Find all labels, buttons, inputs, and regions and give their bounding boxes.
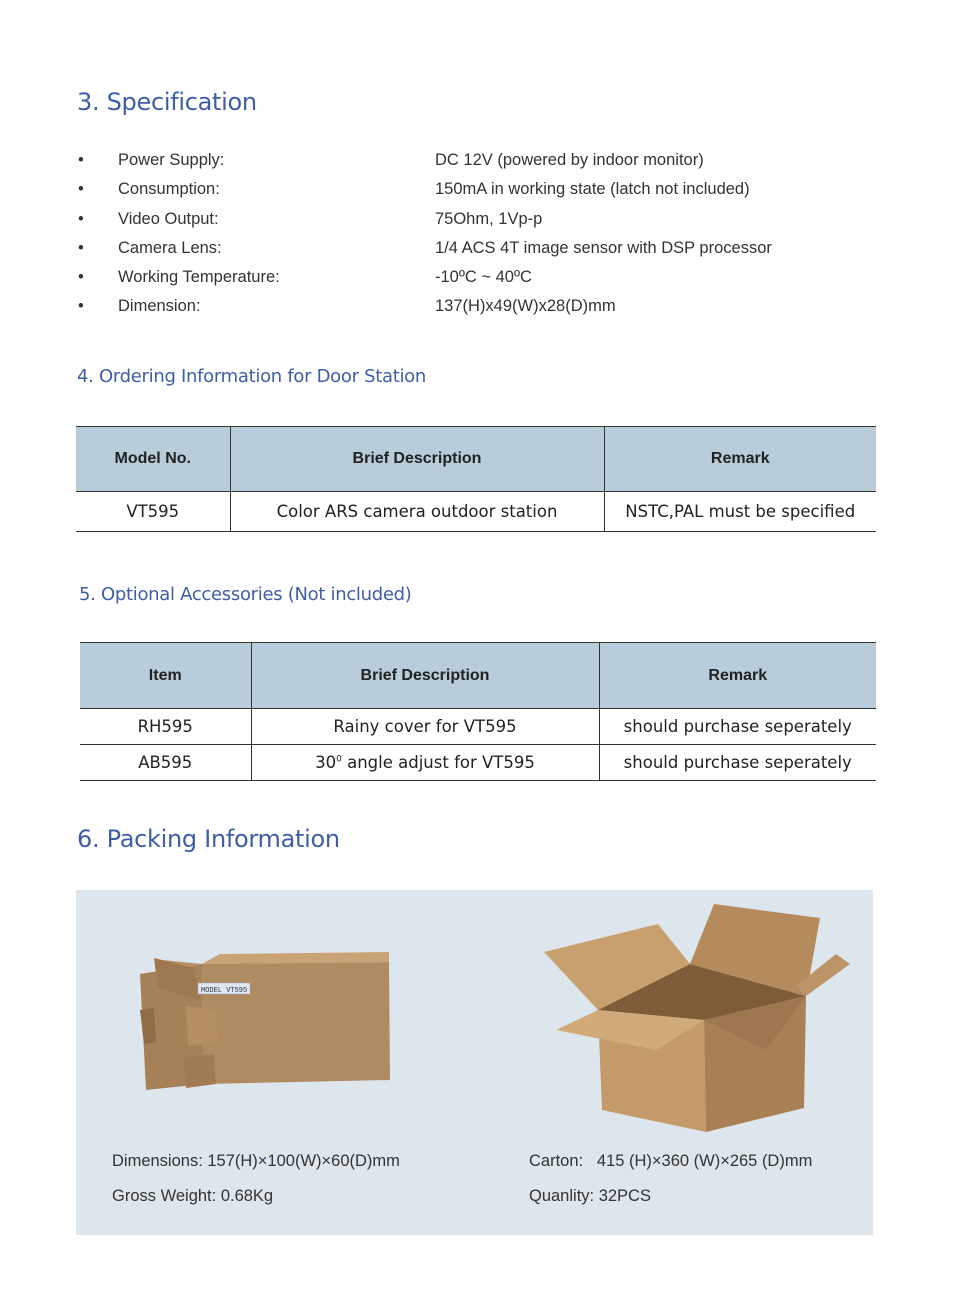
cell-description: Rainy cover for VT595 [251, 709, 599, 745]
carton-dimensions: Carton: 415 (H)×360 (W)×265 (D)mm [529, 1152, 813, 1170]
degree-superscript: 0 [336, 754, 342, 765]
section-title-accessories: 5. Optional Accessories (Not included) [79, 584, 412, 605]
spec-value: -10ºC ~ 40ºC [435, 268, 532, 287]
section-title-specification: 3. Specification [77, 88, 257, 116]
shipping-carton-image [536, 898, 856, 1138]
spec-list [78, 146, 858, 322]
bullet: • [78, 180, 84, 199]
section-title-ordering: 4. Ordering Information for Door Station [77, 366, 426, 387]
angle-text: angle adjust for VT595 [341, 753, 535, 772]
product-box-weight: Gross Weight: 0.68Kg [112, 1187, 274, 1205]
column-header-remark: Remark [604, 427, 876, 492]
cell-item: AB595 [138, 753, 193, 772]
cell-model: VT595 [126, 502, 180, 521]
packing-panel [76, 890, 873, 1235]
spec-label: Video Output: [118, 209, 219, 228]
table-header-row [76, 427, 876, 492]
spec-value: 75Ohm, 1Vp-p [435, 209, 543, 228]
spec-row-temperature [78, 263, 858, 292]
carton-quantity: Quanlity: 32PCS [529, 1187, 651, 1205]
bullet: • [78, 151, 84, 169]
bullet: • [78, 238, 84, 257]
spec-value: 1/4 ACS 4T image sensor with DSP processor [435, 238, 772, 257]
table-header-row [80, 643, 876, 709]
spec-value: 150mA in working state (latch not included) [435, 180, 750, 199]
cell-remark: should purchase seperately [599, 709, 876, 745]
spec-label: Power Supply: [118, 151, 225, 169]
spec-row-consumption [78, 175, 858, 204]
cell-remark: NSTC,PAL must be specified [604, 492, 876, 532]
spec-value: DC 12V (powered by indoor monitor) [435, 151, 704, 169]
cell-item: RH595 [137, 717, 193, 736]
column-header-remark: Remark [599, 643, 876, 709]
spec-row-video-output [78, 205, 858, 234]
cell-description [251, 745, 599, 781]
spec-label: Working Temperature: [118, 268, 280, 287]
ordering-table [76, 426, 876, 532]
spec-value: 137(H)x49(W)x28(D)mm [435, 297, 616, 316]
accessories-table [80, 642, 876, 781]
column-header-description: Brief Description [230, 427, 604, 492]
spec-row-dimension [78, 292, 858, 321]
bullet: • [78, 297, 84, 316]
cell-remark: should purchase seperately [599, 745, 876, 781]
product-box-dimensions: Dimensions: 157(H)×100(W)×60(D)mm [112, 1152, 400, 1170]
spec-row-camera-lens [78, 234, 858, 263]
column-header-model: Model No. [76, 427, 230, 492]
column-header-item: Item [80, 643, 251, 709]
column-header-description: Brief Description [251, 643, 599, 709]
box-model-label: MODEL VT595 [201, 987, 248, 995]
table-row [80, 745, 876, 781]
cell-description: Color ARS camera outdoor station [230, 492, 604, 532]
bullet: • [78, 268, 84, 287]
spec-label: Consumption: [118, 180, 220, 199]
section-title-packing: 6. Packing Information [77, 825, 340, 853]
angle-value: 30 [315, 753, 337, 772]
table-row [76, 492, 876, 532]
spec-label: Camera Lens: [118, 238, 222, 257]
spec-label: Dimension: [118, 297, 201, 316]
spec-row-power [78, 146, 858, 175]
table-row [80, 709, 876, 745]
product-box-image [134, 950, 404, 1100]
bullet: • [78, 209, 84, 228]
